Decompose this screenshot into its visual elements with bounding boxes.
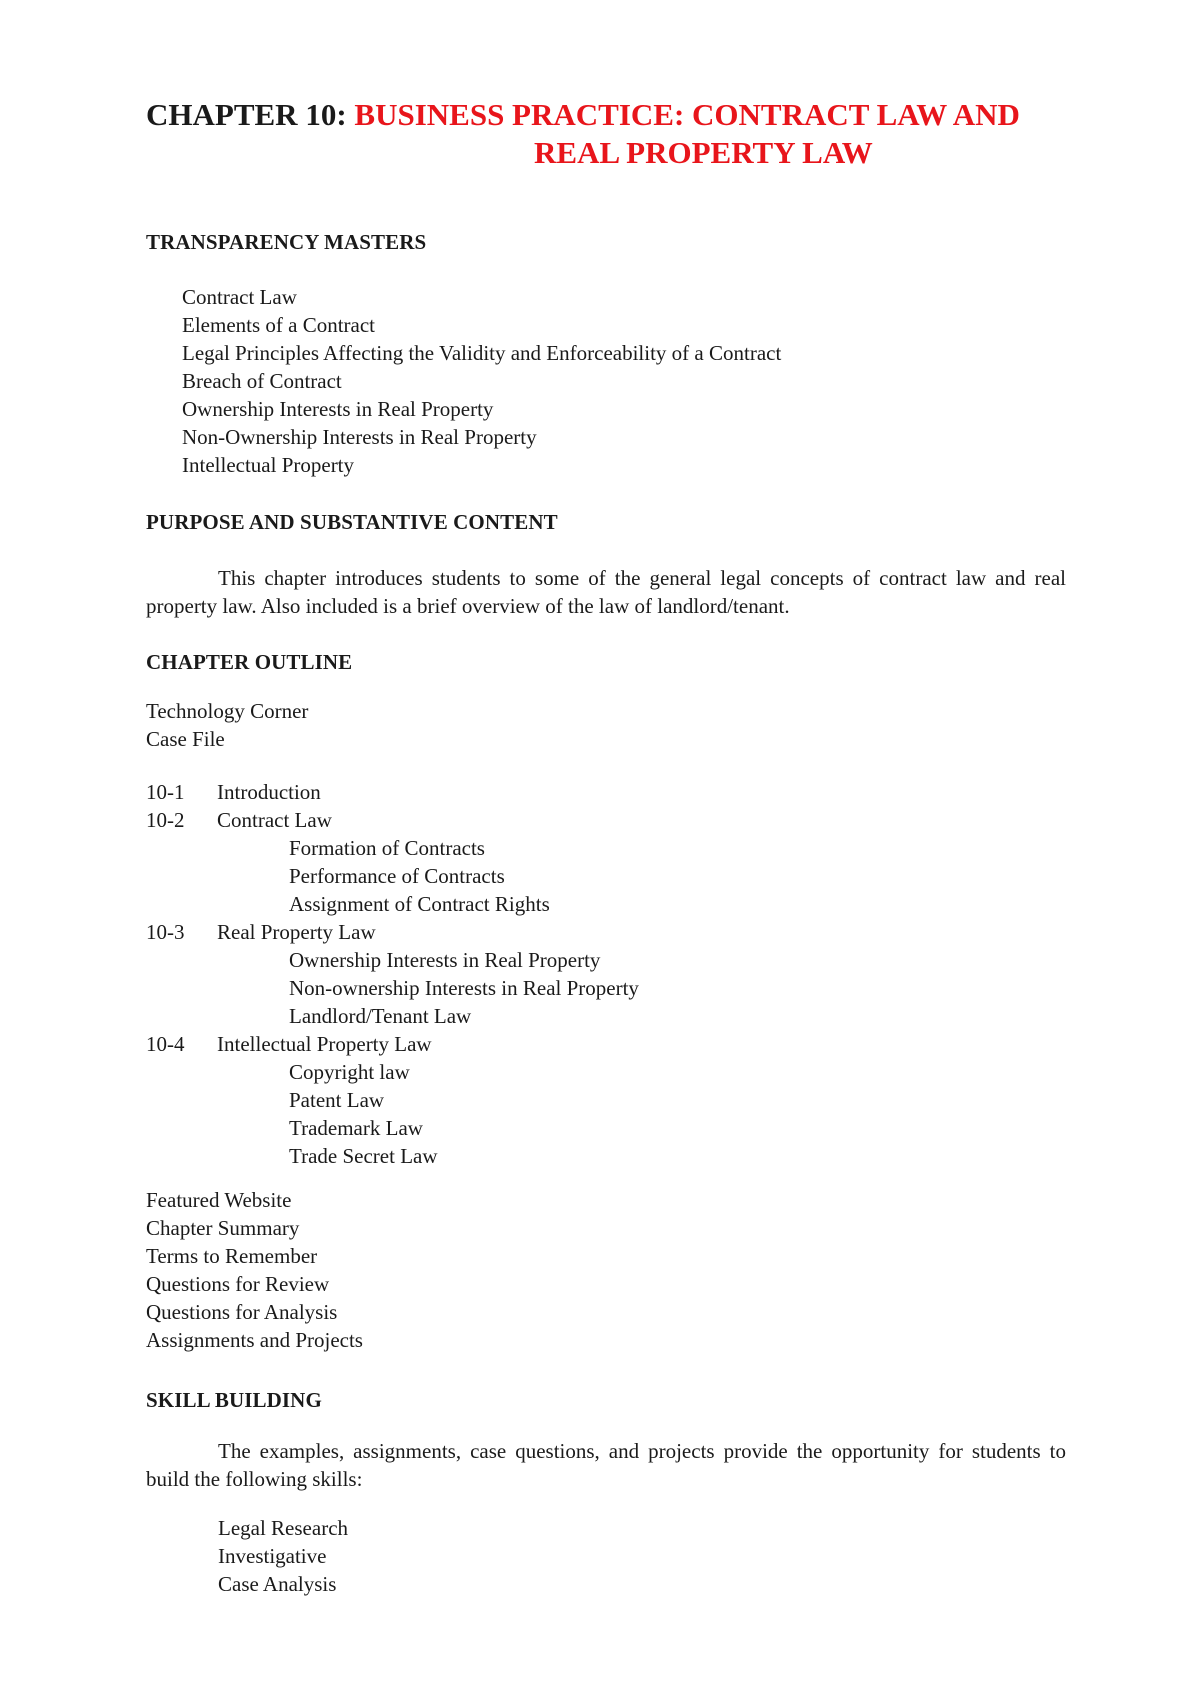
outline-subitem: Performance of Contracts (289, 864, 505, 888)
skills-list (218, 1514, 348, 1598)
section-number: 10-4 (146, 1032, 185, 1056)
list-item: Elements of a Contract (182, 313, 376, 337)
list-item: Legal Principles Affecting the Validity and Enforceability of a Contract (182, 341, 782, 365)
section-label: Contract Law (217, 808, 332, 832)
list-item: Contract Law (182, 285, 297, 309)
list-item: Technology Corner (146, 699, 309, 723)
section-label: Intellectual Property Law (217, 1032, 432, 1056)
section-label: Introduction (217, 780, 321, 804)
outline-section (146, 806, 639, 834)
list-item: Terms to Remember (146, 1244, 318, 1268)
list-item: Investigative (218, 1544, 327, 1568)
outline-sections (146, 778, 639, 1170)
section-number: 10-1 (146, 780, 185, 804)
outline-subitem: Non-ownership Interests in Real Property (289, 976, 639, 1000)
outline-subitem: Assignment of Contract Rights (289, 892, 550, 916)
transparency-list (182, 283, 781, 479)
outline-section (146, 778, 639, 806)
list-item: Non-Ownership Interests in Real Property (182, 425, 537, 449)
skills-heading: SKILL BUILDING (146, 1388, 322, 1412)
outline-subitem: Landlord/Tenant Law (289, 1004, 472, 1028)
list-item: Intellectual Property (182, 453, 355, 477)
list-item: Legal Research (218, 1516, 349, 1540)
outline-subitem: Patent Law (289, 1088, 385, 1112)
section-number: 10-2 (146, 808, 185, 832)
outline-section (146, 1030, 639, 1058)
outline-subitem: Copyright law (289, 1060, 410, 1084)
section-label: Real Property Law (217, 920, 376, 944)
list-item: Case Analysis (218, 1572, 337, 1596)
chapter-title-line2: REAL PROPERTY LAW (534, 135, 873, 170)
list-item: Breach of Contract (182, 369, 342, 393)
outline-end-list (146, 1186, 363, 1354)
skills-paragraph: The examples, assignments, case questions, and projects provide the opportunity for students to build the following skills: (146, 1439, 1066, 1491)
outline-subitem: Trade Secret Law (289, 1144, 438, 1168)
list-item: Chapter Summary (146, 1216, 300, 1240)
outline-subitem: Trademark Law (289, 1116, 423, 1140)
list-item: Ownership Interests in Real Property (182, 397, 494, 421)
list-item: Questions for Analysis (146, 1300, 338, 1324)
purpose-paragraph: This chapter introduces students to some of the general legal concepts of contract law and real property law. Also included is a brief overview of the law of landlord/tenant. (146, 566, 1066, 618)
outline-subitem: Formation of Contracts (289, 836, 485, 860)
outline-intro-list (146, 697, 308, 753)
list-item: Case File (146, 727, 225, 751)
list-item: Questions for Review (146, 1272, 330, 1296)
outline-section (146, 918, 639, 946)
outline-subitem: Ownership Interests in Real Property (289, 948, 601, 972)
chapter-title (146, 96, 1066, 172)
list-item: Assignments and Projects (146, 1328, 363, 1352)
chapter-number: CHAPTER 10: (146, 97, 355, 132)
outline-heading: CHAPTER OUTLINE (146, 650, 353, 674)
section-number: 10-3 (146, 920, 185, 944)
purpose-heading: PURPOSE AND SUBSTANTIVE CONTENT (146, 510, 558, 534)
chapter-title-line1: BUSINESS PRACTICE: CONTRACT LAW AND (354, 97, 1020, 132)
transparency-heading: TRANSPARENCY MASTERS (146, 230, 427, 254)
list-item: Featured Website (146, 1188, 292, 1212)
